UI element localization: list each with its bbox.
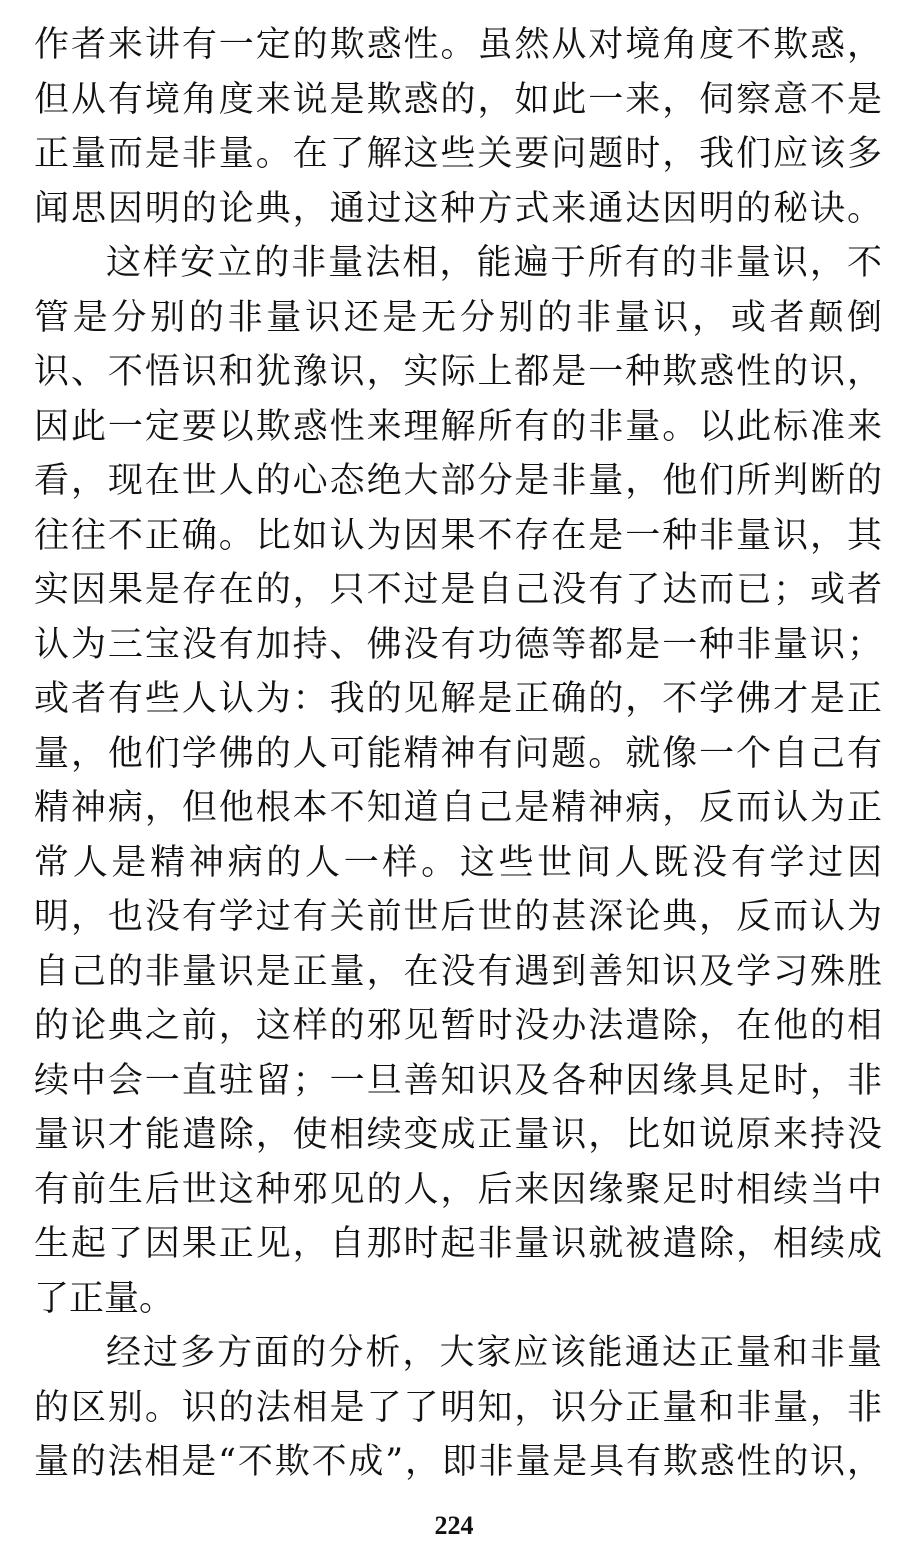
text-line: 因此一定要以欺惑性来理解所有的非量。以此标准来: [34, 406, 882, 447]
text-line: 常人是精神病的人一样。这些世间人既没有学过因: [34, 842, 882, 883]
text-line: 量的法相是“不欺不成”，即非量是具有欺惑性的识，: [34, 1442, 882, 1482]
text-line: 正量而是非量。在了解这些关要问题时，我们应该多: [34, 134, 882, 174]
text-line: 的区别。识的法相是了了明知，识分正量和非量，非: [34, 1387, 882, 1428]
text-line: 但从有境角度来说是欺惑的，如此一来，伺察意不是: [34, 79, 882, 120]
text-line: 自己的非量识是正量，在没有遇到善知识及学习殊胜: [34, 951, 882, 992]
text-line: 识、不悟识和犹豫识，实际上都是一种欺惑性的识，: [34, 352, 882, 392]
text-line: 有前生后世这种邪见的人，后来因缘聚足时相续当中: [34, 1169, 882, 1210]
text-line: 量，他们学佛的人可能精神有问题。就像一个自己有: [34, 733, 882, 774]
text-line: 或者有些人认为：我的见解是正确的，不学佛才是正: [34, 679, 882, 719]
text-line: 闻思因明的论典，通过这种方式来通达因明的秘诀。: [34, 188, 882, 229]
text-line: 这样安立的非量法相，能遍于所有的非量识，不: [106, 243, 882, 283]
text-line: 生起了因果正见，自那时起非量识就被遣除，相续成: [34, 1224, 882, 1264]
body-text: [34, 18, 882, 1490]
text-line: 精神病，但他根本不知道自己是精神病，反而认为正: [34, 788, 882, 828]
text-line: 了正量。: [34, 1278, 175, 1319]
text-line: 管是分别的非量识还是无分别的非量识，或者颠倒: [34, 297, 882, 338]
text-line: 经过多方面的分析，大家应该能通达正量和非量: [106, 1333, 882, 1373]
text-line: 实因果是存在的，只不过是自己没有了达而已；或者: [34, 570, 882, 610]
text-line: 明，也没有学过有关前世后世的甚深论典，反而认为: [34, 897, 882, 937]
text-line: 的论典之前，这样的邪见暂时没办法遣除，在他的相: [34, 1006, 882, 1046]
text-line: 续中会一直驻留；一旦善知识及各种因缘具足时，非: [34, 1060, 882, 1101]
page-number: 224: [434, 1511, 474, 1540]
text-line: 作者来讲有一定的欺惑性。虽然从对境角度不欺惑，: [34, 25, 882, 65]
text-line: 看，现在世人的心态绝大部分是非量，他们所判断的: [34, 461, 882, 501]
text-line: 认为三宝没有加持、佛没有功德等都是一种非量识；: [34, 624, 882, 665]
text-line: 量识才能遣除，使相续变成正量识，比如说原来持没: [34, 1115, 882, 1155]
text-line: 往往不正确。比如认为因果不存在是一种非量识，其: [34, 515, 882, 556]
